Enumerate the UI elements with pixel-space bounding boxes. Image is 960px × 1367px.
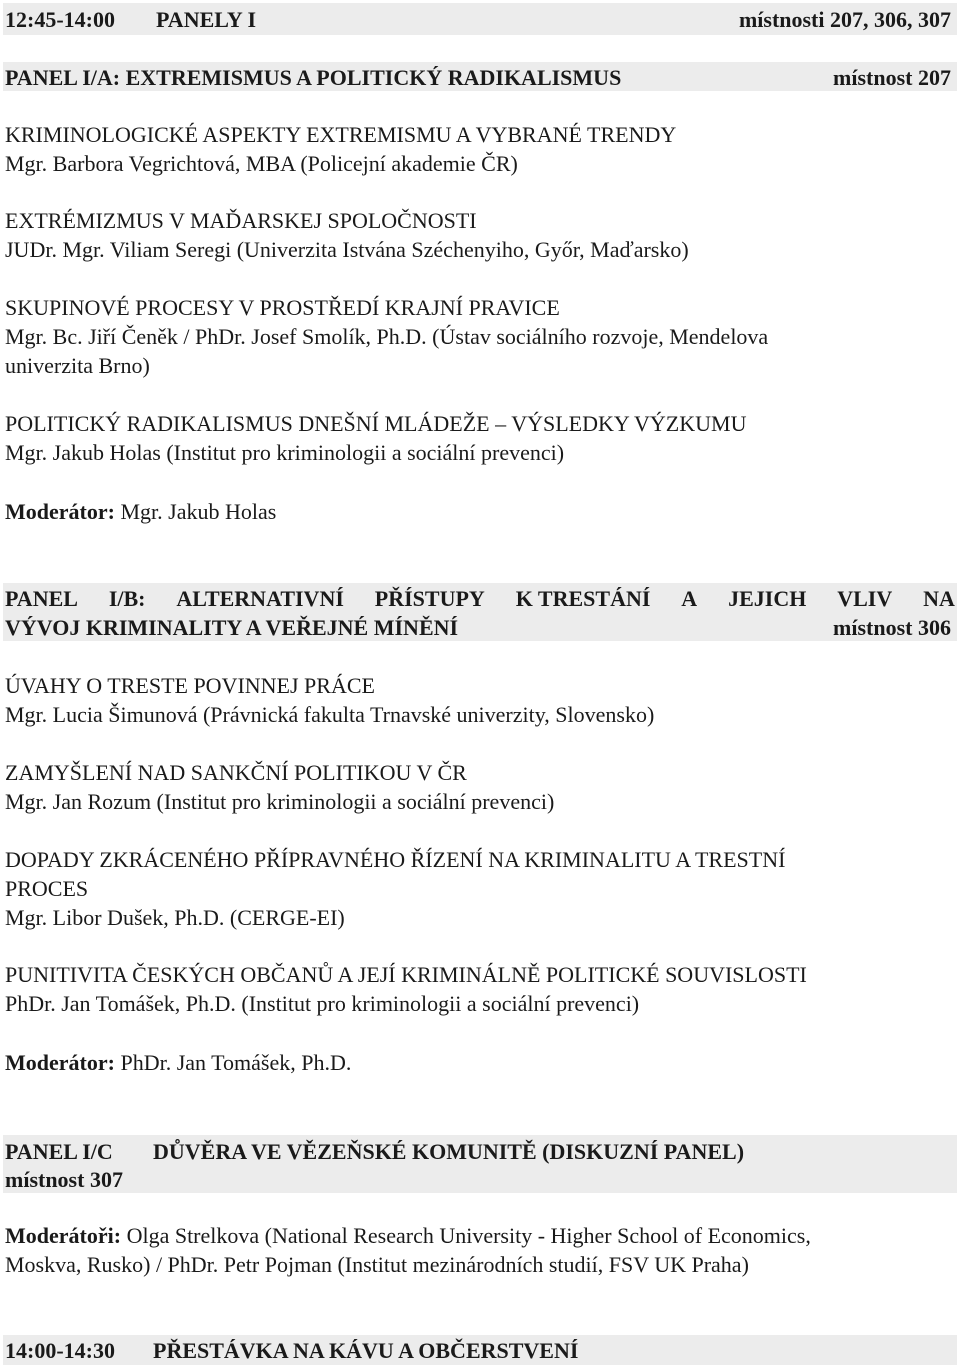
break-title: PŘESTÁVKA NA KÁVU A OBČERSTVENÍ	[153, 1338, 579, 1363]
talk-title: PUNITIVITA ČESKÝCH OBČANŮ A JEJÍ KRIMINÁLNĚ POLITICKÉ SOUVISLOSTI	[5, 962, 807, 987]
moderator-line	[5, 497, 276, 526]
talk-speaker: Mgr. Barbora Vegrichtová, MBA (Policejní akademie ČR)	[5, 151, 518, 176]
panel-b-title-line1	[5, 584, 955, 613]
break-header	[3, 1335, 957, 1365]
session-rooms: místnosti 207, 306, 307	[738, 7, 951, 32]
talk-speaker: Mgr. Libor Dušek, Ph.D. (CERGE-EI)	[5, 905, 345, 930]
moderator-name: PhDr. Jan Tomášek, Ph.D.	[114, 1050, 352, 1075]
panel-b-title-word: VLIV	[837, 586, 893, 611]
talk-speaker: JUDr. Mgr. Viliam Seregi (Univerzita Istvána Széchenyiho, Győr, Maďarsko)	[5, 237, 689, 262]
talk-speaker: PhDr. Jan Tomášek, Ph.D. (Institut pro kriminologii a sociální prevenci)	[5, 991, 640, 1016]
session-title: PANELY I	[156, 7, 257, 32]
moderator-line	[5, 1048, 351, 1077]
session-header	[3, 3, 957, 35]
panel-b-title-word: NA	[923, 586, 955, 611]
talk-title: DOPADY ZKRÁCENÉHO PŘÍPRAVNÉHO ŘÍZENÍ NA KRIMINALITU A TRESTNÍ	[5, 847, 786, 872]
moderators-line-cont: Moskva, Rusko) / PhDr. Petr Pojman (Institut mezinárodních studií, FSV UK Praha)	[5, 1252, 749, 1277]
talk-speaker: Mgr. Jakub Holas (Institut pro kriminologii a sociální prevenci)	[5, 440, 565, 465]
break-time: 14:00-14:30	[5, 1338, 115, 1363]
talk-speaker: Mgr. Lucia Šimunová (Právnická fakulta Trnavské univerzity, Slovensko)	[5, 702, 655, 727]
moderator-label: Moderátor:	[5, 499, 115, 524]
moderators-label: Moderátoři:	[5, 1223, 122, 1248]
moderator-name: Mgr. Jakub Holas	[114, 499, 277, 524]
talk-speaker-cont: univerzita Brno)	[5, 353, 150, 378]
panel-b-header	[3, 583, 957, 641]
moderator-label: Moderátor:	[5, 1050, 115, 1075]
panel-a-title: PANEL I/A: EXTREMISMUS A POLITICKÝ RADIKALISMUS	[5, 65, 622, 90]
talk-title: POLITICKÝ RADIKALISMUS DNEŠNÍ MLÁDEŽE – VÝSLEDKY VÝZKUMU	[5, 411, 747, 436]
panel-c-room: místnost 307	[5, 1167, 123, 1192]
panel-b-title-word: ALTERNATIVNÍ	[176, 586, 344, 611]
panel-a-header	[3, 62, 957, 91]
talk-speaker: Mgr. Jan Rozum (Institut pro kriminologii a sociální prevenci)	[5, 789, 555, 814]
panel-c-label: PANEL I/C	[5, 1139, 113, 1164]
session-time: 12:45-14:00	[5, 7, 115, 32]
panel-b-title-word: K TRESTÁNÍ	[515, 586, 651, 611]
talk-title: EXTRÉMIZMUS V MAĎARSKEJ SPOLOČNOSTI	[5, 208, 477, 233]
panel-b-title-word: A	[681, 586, 698, 611]
panel-c-header	[3, 1135, 957, 1193]
talk-title: ÚVAHY O TRESTE POVINNEJ PRÁCE	[5, 673, 375, 698]
talk-title: ZAMYŠLENÍ NAD SANKČNÍ POLITIKOU V ČR	[5, 760, 467, 785]
moderators-names: Olga Strelkova (National Research University - Higher School of Economics,	[121, 1223, 811, 1248]
panel-c-title: DŮVĚRA VE VĚZEŇSKÉ KOMUNITĚ (DISKUZNÍ PANEL)	[153, 1139, 745, 1164]
panel-a-room: místnost 207	[833, 65, 951, 90]
panel-b-title-word: PANEL	[5, 586, 78, 611]
talk-title: SKUPINOVÉ PROCESY V PROSTŘEDÍ KRAJNÍ PRAVICE	[5, 295, 560, 320]
panel-b-title-word: JEJICH	[728, 586, 807, 611]
panel-b-title-line2: VÝVOJ KRIMINALITY A VEŘEJNÉ MÍNĚNÍ	[5, 615, 459, 640]
panel-b-title-word: I/B:	[108, 586, 146, 611]
panel-b-title-word: PŘÍSTUPY	[374, 586, 485, 611]
talk-title-cont: PROCES	[5, 876, 89, 901]
talk-speaker: Mgr. Bc. Jiří Čeněk / PhDr. Josef Smolík, Ph.D. (Ústav sociálního rozvoje, Mendelova	[5, 324, 769, 349]
talk-title: KRIMINOLOGICKÉ ASPEKTY EXTREMISMU A VYBRANÉ TRENDY	[5, 122, 677, 147]
panel-b-room: místnost 306	[833, 615, 951, 640]
moderators-line	[5, 1221, 811, 1250]
